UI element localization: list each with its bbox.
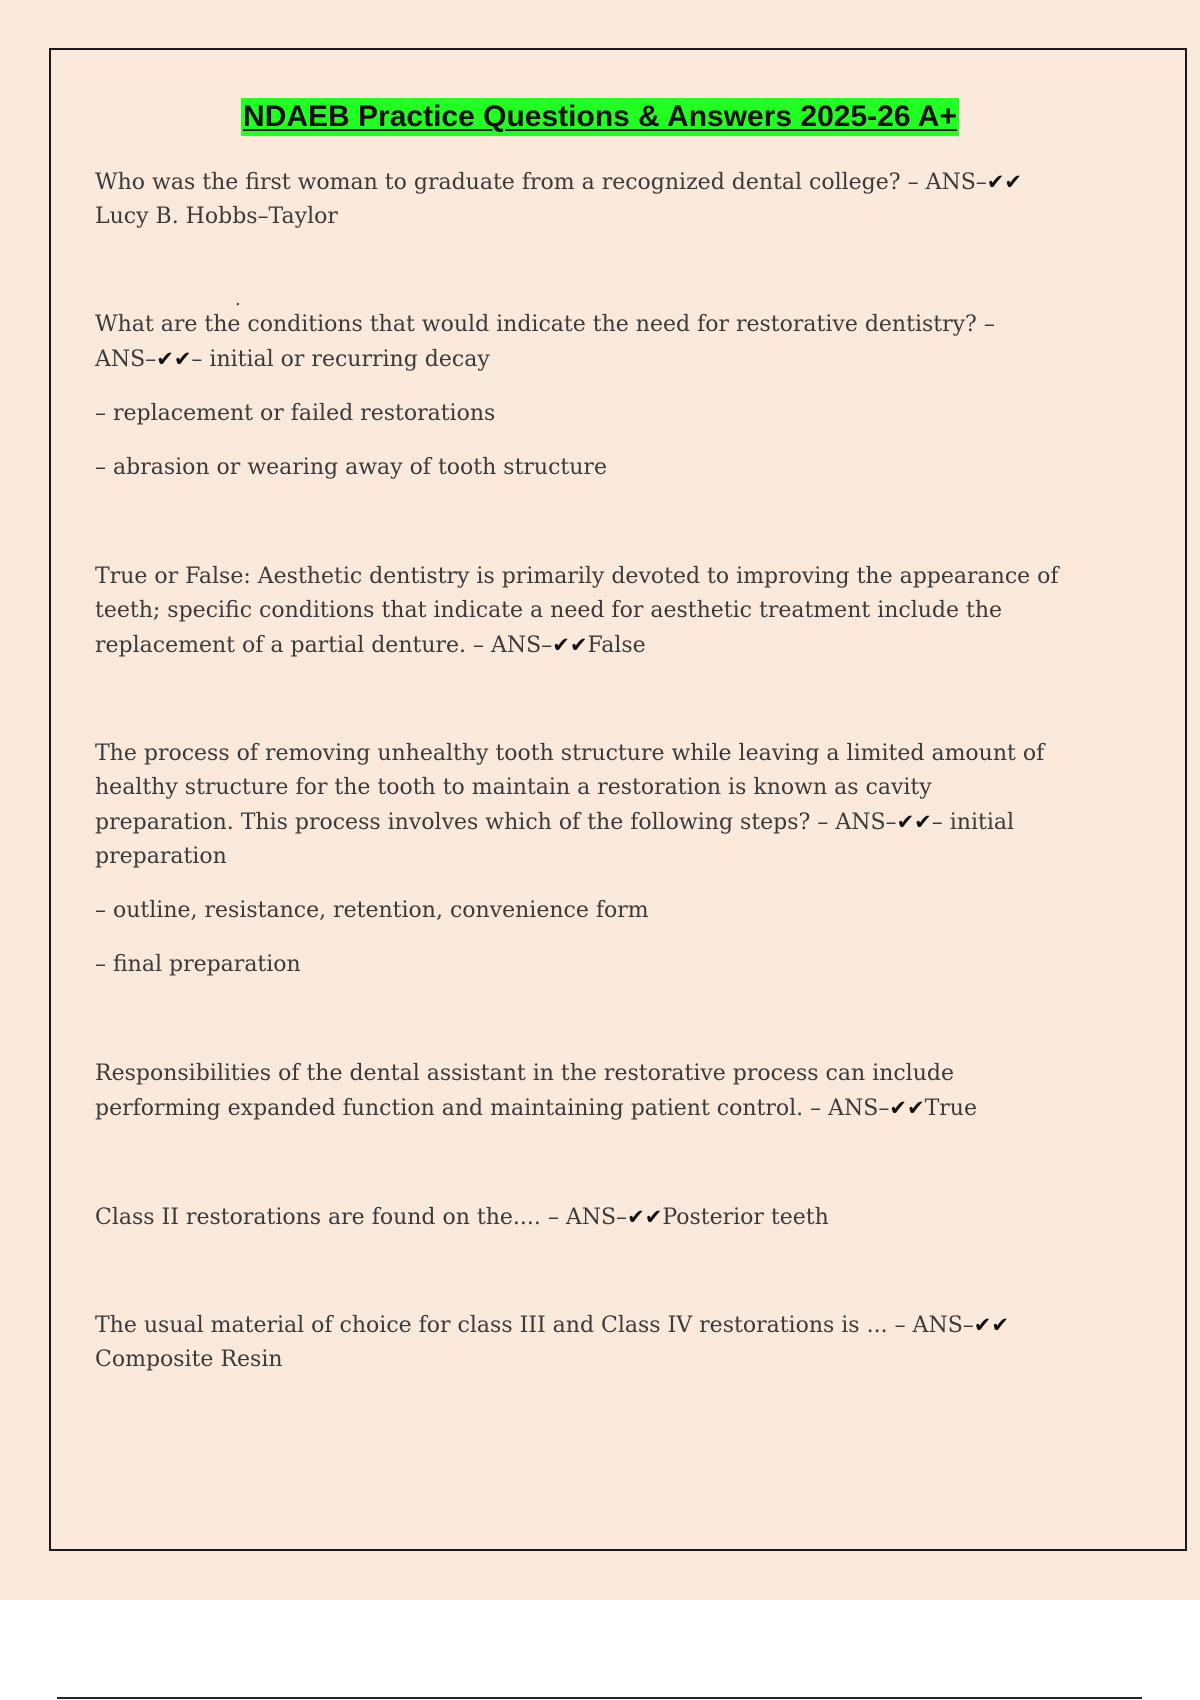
qa-item-2: [95, 308, 1085, 485]
question-text: preparation. This process involves which of the following steps? – ANS–: [95, 810, 897, 835]
question-line: True or False: Aesthetic dentistry is primarily devoted to improving the appearance of: [95, 564, 1059, 589]
question-text: Who was the first woman to graduate from a recognized dental college? – ANS–: [95, 170, 987, 195]
question-line: The process of removing unhealthy tooth structure while leaving a limited amount of: [95, 741, 1045, 766]
qa-item-6: [95, 1200, 1085, 1235]
stray-dot: .: [235, 289, 241, 310]
check-mark-icon: ✔✔: [889, 1096, 925, 1120]
question-line: healthy structure for the tooth to maintain a restoration is known as cavity: [95, 775, 932, 800]
answer-line: [95, 1091, 1085, 1126]
title-container: [0, 98, 1200, 136]
qa-item-5: [95, 1057, 1085, 1126]
question-text: performing expanded function and maintaining patient control. – ANS–: [95, 1096, 890, 1121]
question-line: What are the conditions that would indicate the need for restorative dentistry? –: [95, 312, 995, 337]
answer-text: – initial: [931, 810, 1015, 835]
question-line: [95, 1308, 1085, 1343]
question-line: Responsibilities of the dental assistant in the restorative process can include: [95, 1061, 954, 1086]
answer-line: [95, 628, 1085, 663]
answer-text: True: [924, 1096, 977, 1121]
answer-line: preparation: [95, 844, 227, 869]
question-line: teeth; specific conditions that indicate a need for aesthetic treatment include the: [95, 598, 1003, 623]
question-line: [95, 165, 1085, 200]
check-mark-icon: ✔✔: [986, 170, 1022, 194]
question-text: ANS–: [95, 347, 157, 372]
qa-item-7: [95, 1308, 1085, 1377]
answer-bullet: – final preparation: [95, 952, 301, 977]
answer-text: False: [587, 633, 646, 658]
question-text: Class II restorations are found on the.... – ANS–: [95, 1205, 628, 1230]
check-mark-icon: ✔✔: [973, 1313, 1009, 1337]
answer-line: Lucy B. Hobbs–Taylor: [95, 204, 338, 229]
qa-item-3: [95, 560, 1085, 663]
answer-bullet: – outline, resistance, retention, convenience form: [95, 898, 649, 923]
document-title: NDAEB Practice Questions & Answers 2025-26 A+: [241, 98, 959, 136]
footer-rule: [57, 1697, 1142, 1699]
answer-text: Posterior teeth: [662, 1205, 829, 1230]
answer-line: [95, 805, 1085, 840]
check-mark-icon: ✔✔: [552, 633, 588, 657]
answer-line: Composite Resin: [95, 1347, 283, 1372]
check-mark-icon: ✔✔: [627, 1205, 663, 1229]
answer-text: – initial or recurring decay: [191, 347, 490, 372]
answer-line: [95, 1200, 1085, 1235]
qa-item-1: [95, 165, 1085, 310]
qa-item-4: [95, 737, 1085, 982]
answer-bullet: – replacement or failed restorations: [95, 401, 496, 426]
check-mark-icon: ✔✔: [896, 810, 932, 834]
question-text: The usual material of choice for class III and Class IV restorations is ... – ANS–: [95, 1313, 974, 1338]
answer-line: [95, 342, 1085, 377]
check-mark-icon: ✔✔: [156, 347, 192, 371]
answer-bullet: – abrasion or wearing away of tooth structure: [95, 455, 607, 480]
question-text: replacement of a partial denture. – ANS–: [95, 633, 553, 658]
